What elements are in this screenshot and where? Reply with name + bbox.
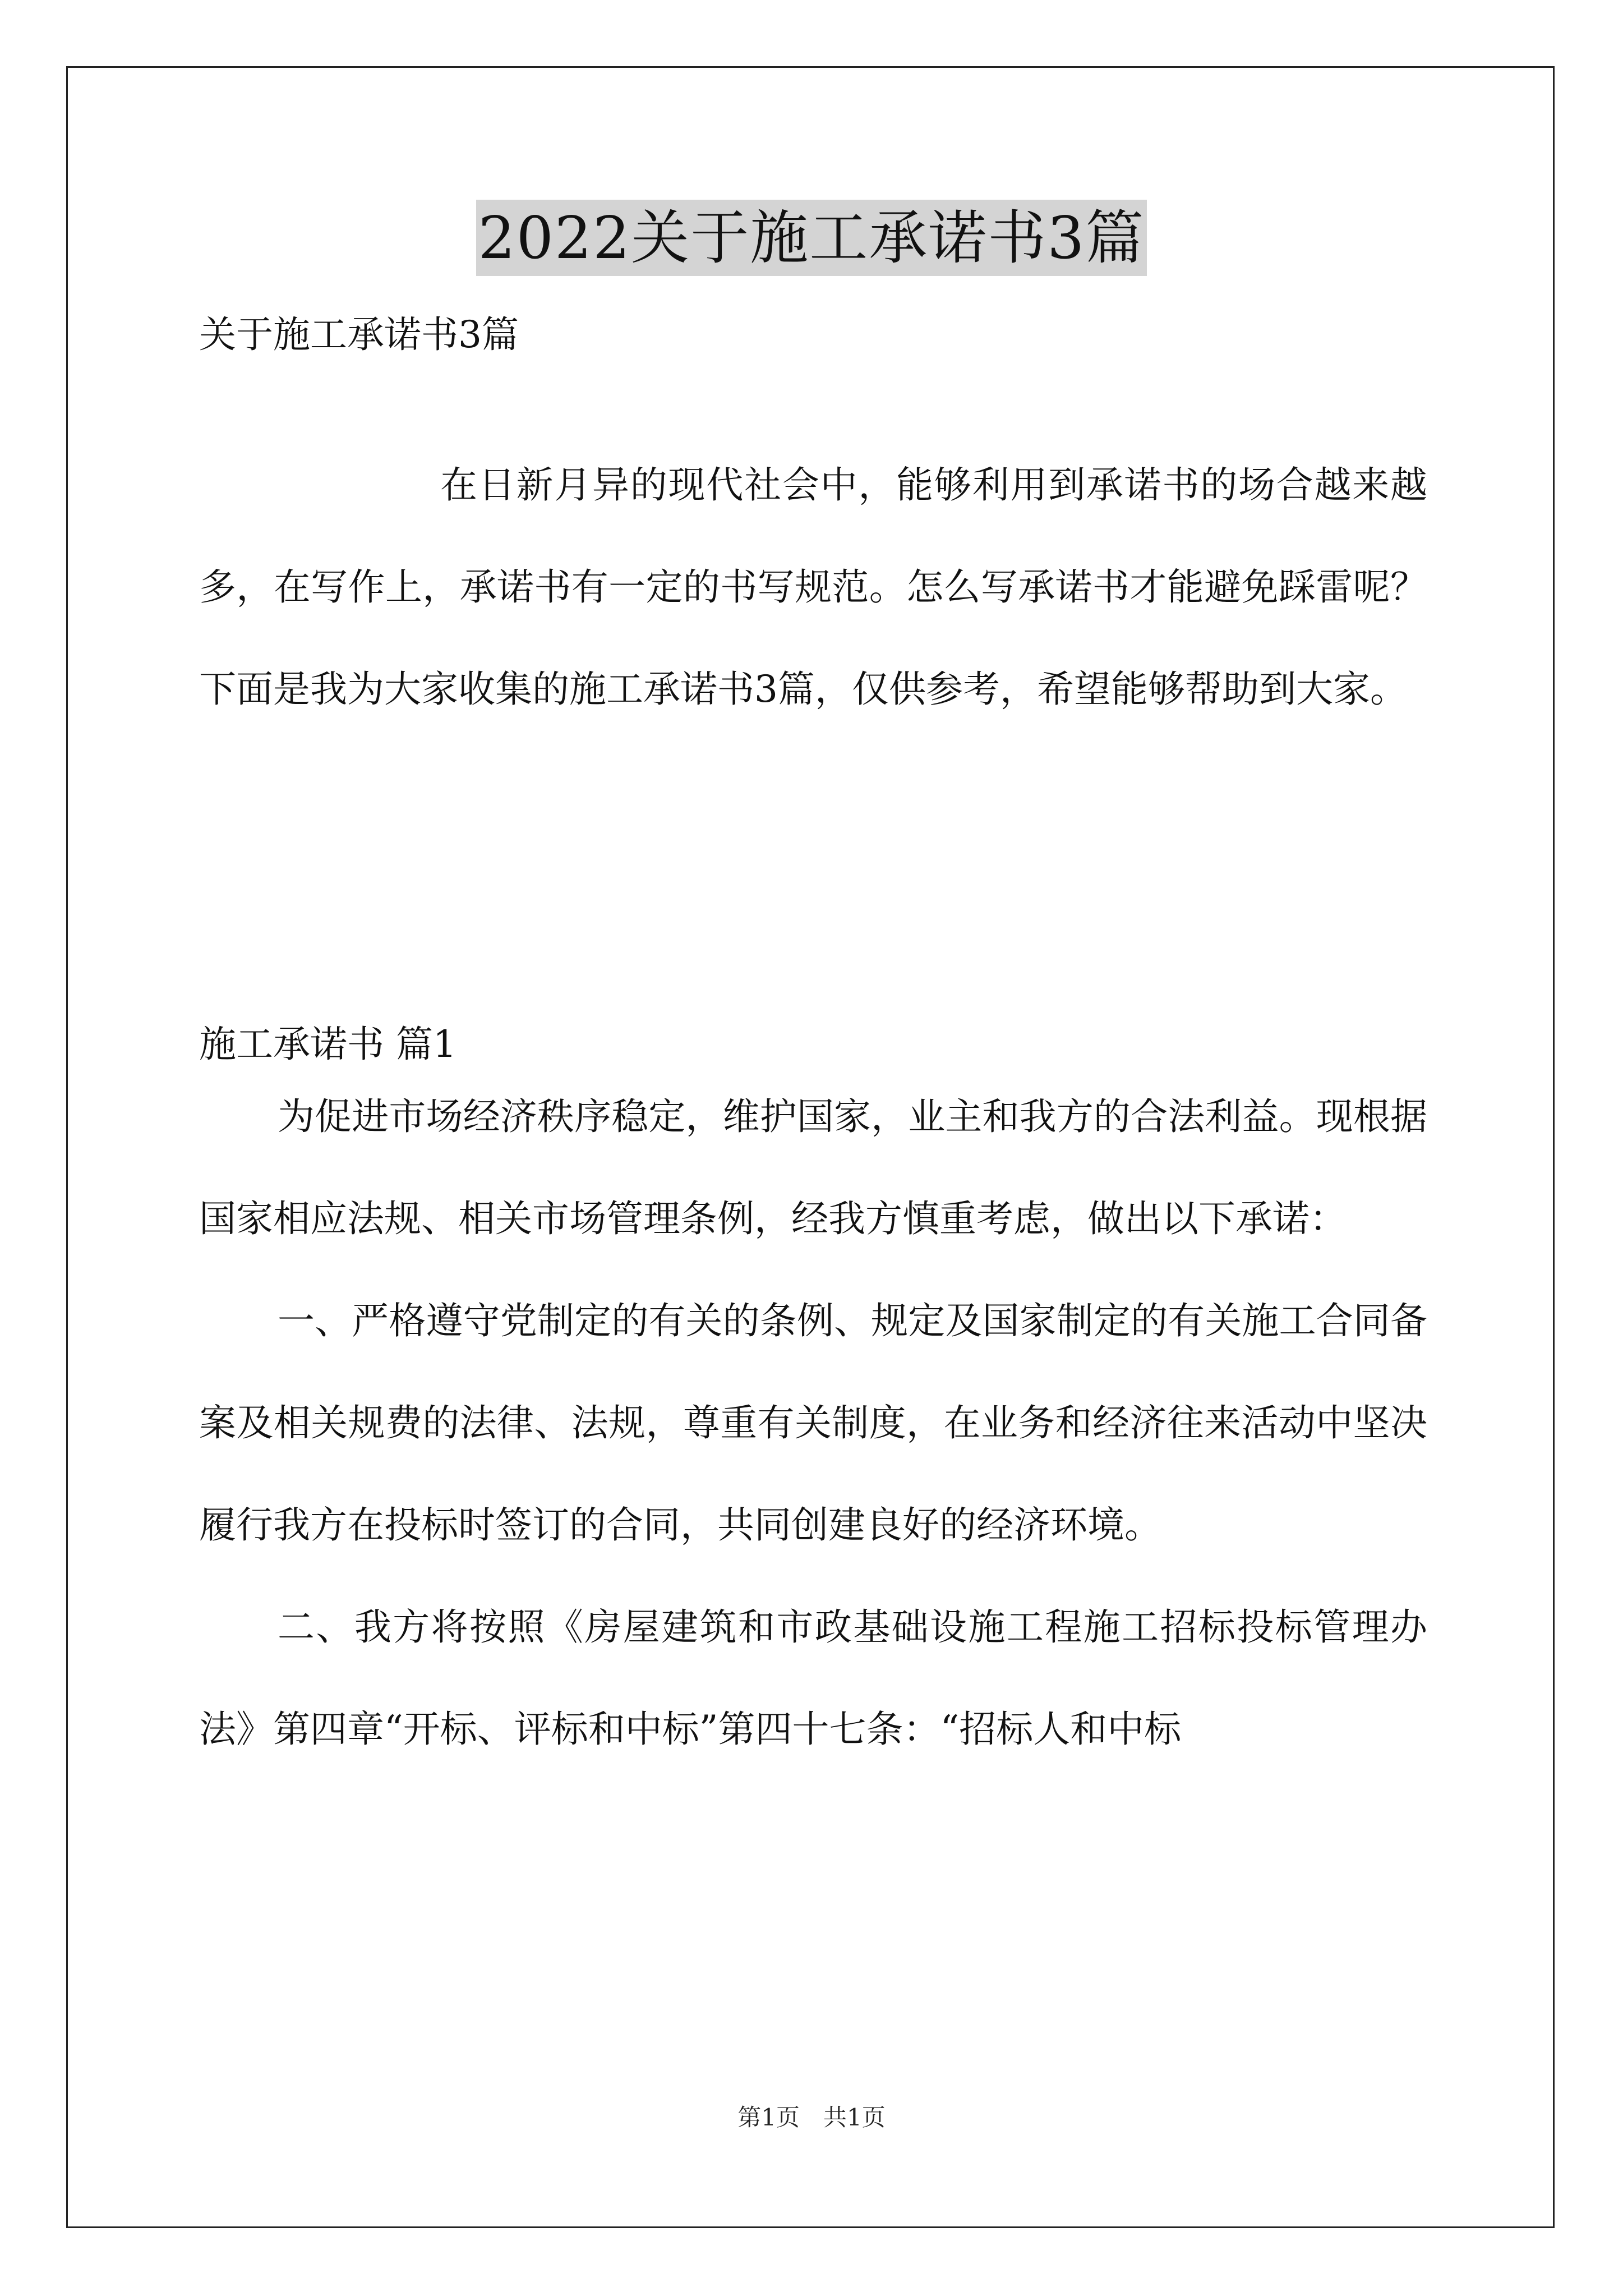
section-heading: 施工承诺书 篇1: [199, 1023, 457, 1066]
body-paragraph-3: 二、我方将按照《房屋建筑和市政基础设施工程施工招标投标管理办法》第四章“开标、评标和中标”第四十七条：“招标人和中标: [199, 1605, 1427, 1751]
intro-paragraph: 在日新月异的现代社会中，能够利用到承诺书的场合越来越多，在写作上，承诺书有一定的书写规范。怎么写承诺书才能避免踩雷呢？下面是我为大家收集的施工承诺书3篇，仅供参考，希望能够帮助到大家。: [199, 463, 1427, 711]
document-subtitle: 关于施工承诺书3篇: [199, 313, 519, 356]
body-paragraph-2: 一、严格遵守党制定的有关的条例、规定及国家制定的有关施工合同备案及相关规费的法律、法规，尊重有关制度，在业务和经济往来活动中坚决履行我方在投标时签订的合同，共同创建良好的经济环境。: [199, 1299, 1427, 1547]
body-block: [199, 1066, 1427, 1780]
intro-block: [199, 434, 1427, 740]
body-paragraph-1: 为促进市场经济秩序稳定，维护国家，业主和我方的合法利益。现根据国家相应法规、相关市场管理条例，经我方慎重考虑，做出以下承诺：: [199, 1095, 1427, 1240]
document-title: 2022关于施工承诺书3篇: [476, 200, 1147, 276]
page-footer: 第1页 共1页: [737, 2104, 886, 2131]
title-container: [0, 200, 1623, 276]
